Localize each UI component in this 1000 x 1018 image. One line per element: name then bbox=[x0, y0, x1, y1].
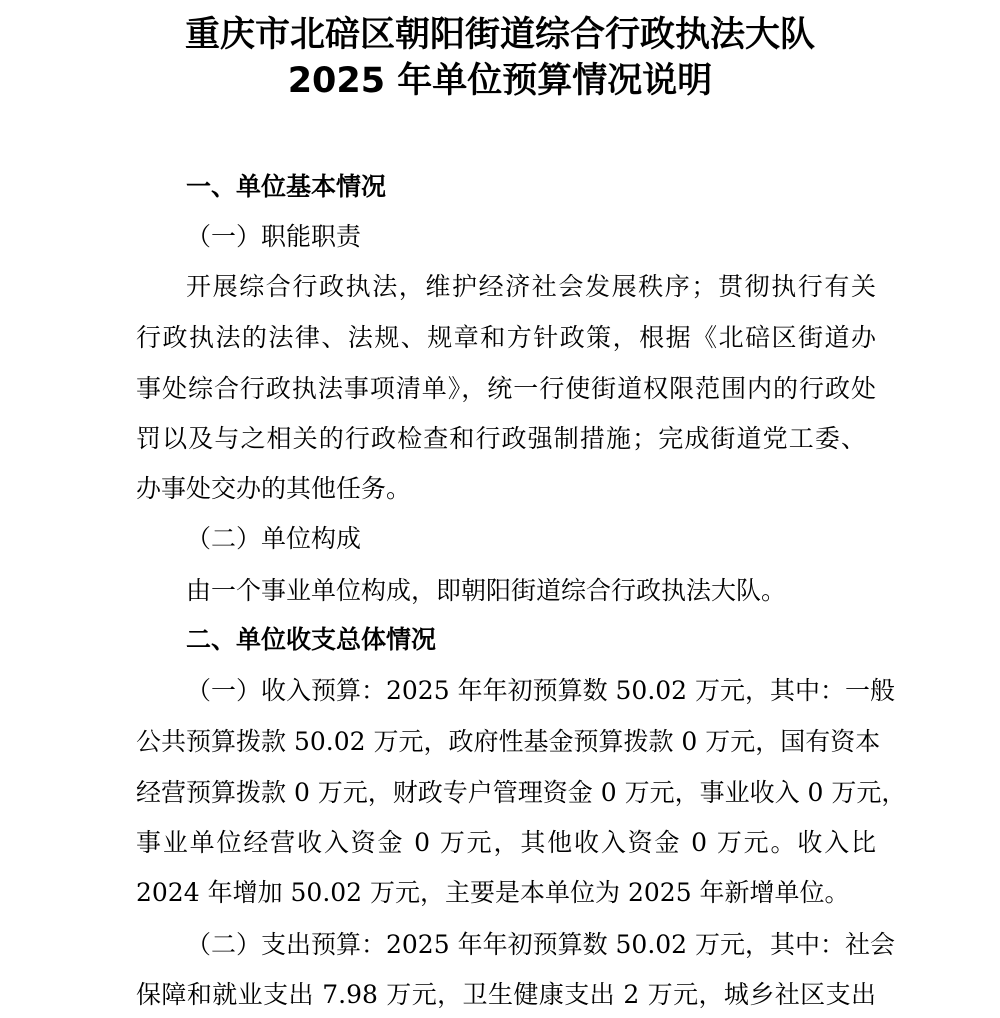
paragraph-line: 罚以及与之相关的行政检查和行政强制措施；完成街道党工委、 bbox=[136, 424, 866, 453]
paragraph-line: 由一个事业单位构成，即朝阳街道综合行政执法大队。 bbox=[186, 576, 787, 605]
paragraph-line: 办事处交办的其他任务。 bbox=[136, 474, 412, 503]
section-heading-budget-overview: 二、单位收支总体情况 bbox=[186, 625, 437, 654]
paragraph-line: 事处综合行政执法事项清单》，统一行使街道权限范围内的行政处 bbox=[136, 374, 876, 403]
subsection-heading-duties: （一）职能职责 bbox=[186, 222, 362, 251]
section-heading-basic-info: 一、单位基本情况 bbox=[186, 172, 387, 201]
subsection-heading-composition: （二）单位构成 bbox=[186, 524, 362, 553]
paragraph-line: 行政执法的法律、法规、规章和方针政策，根据《北碚区街道办 bbox=[136, 323, 876, 352]
paragraph-line: 开展综合行政执法，维护经济社会发展秩序；贯彻执行有关 bbox=[186, 272, 876, 301]
document-title-line-1: 重庆市北碚区朝阳街道综合行政执法大队 bbox=[184, 15, 815, 55]
document-title-line-2: 2025 年单位预算情况说明 bbox=[287, 61, 713, 101]
paragraph-line: （二）支出预算：2025 年年初预算数 50.02 万元，其中：社会 bbox=[186, 930, 896, 959]
paragraph-line: 事业单位经营收入资金 0 万元，其他收入资金 0 万元。收入比 bbox=[136, 828, 876, 857]
paragraph-line: 公共预算拨款 50.02 万元，政府性基金预算拨款 0 万元，国有资本 bbox=[136, 727, 881, 756]
paragraph-line: 2024 年增加 50.02 万元，主要是本单位为 2025 年新增单位。 bbox=[136, 878, 850, 907]
paragraph-line: 经营预算拨款 0 万元，财政专户管理资金 0 万元，事业收入 0 万元， bbox=[136, 778, 907, 807]
paragraph-line: 保障和就业支出 7.98 万元，卫生健康支出 2 万元，城乡社区支出 bbox=[136, 980, 876, 1009]
paragraph-line: （一）收入预算：2025 年年初预算数 50.02 万元，其中：一般 bbox=[186, 676, 896, 705]
